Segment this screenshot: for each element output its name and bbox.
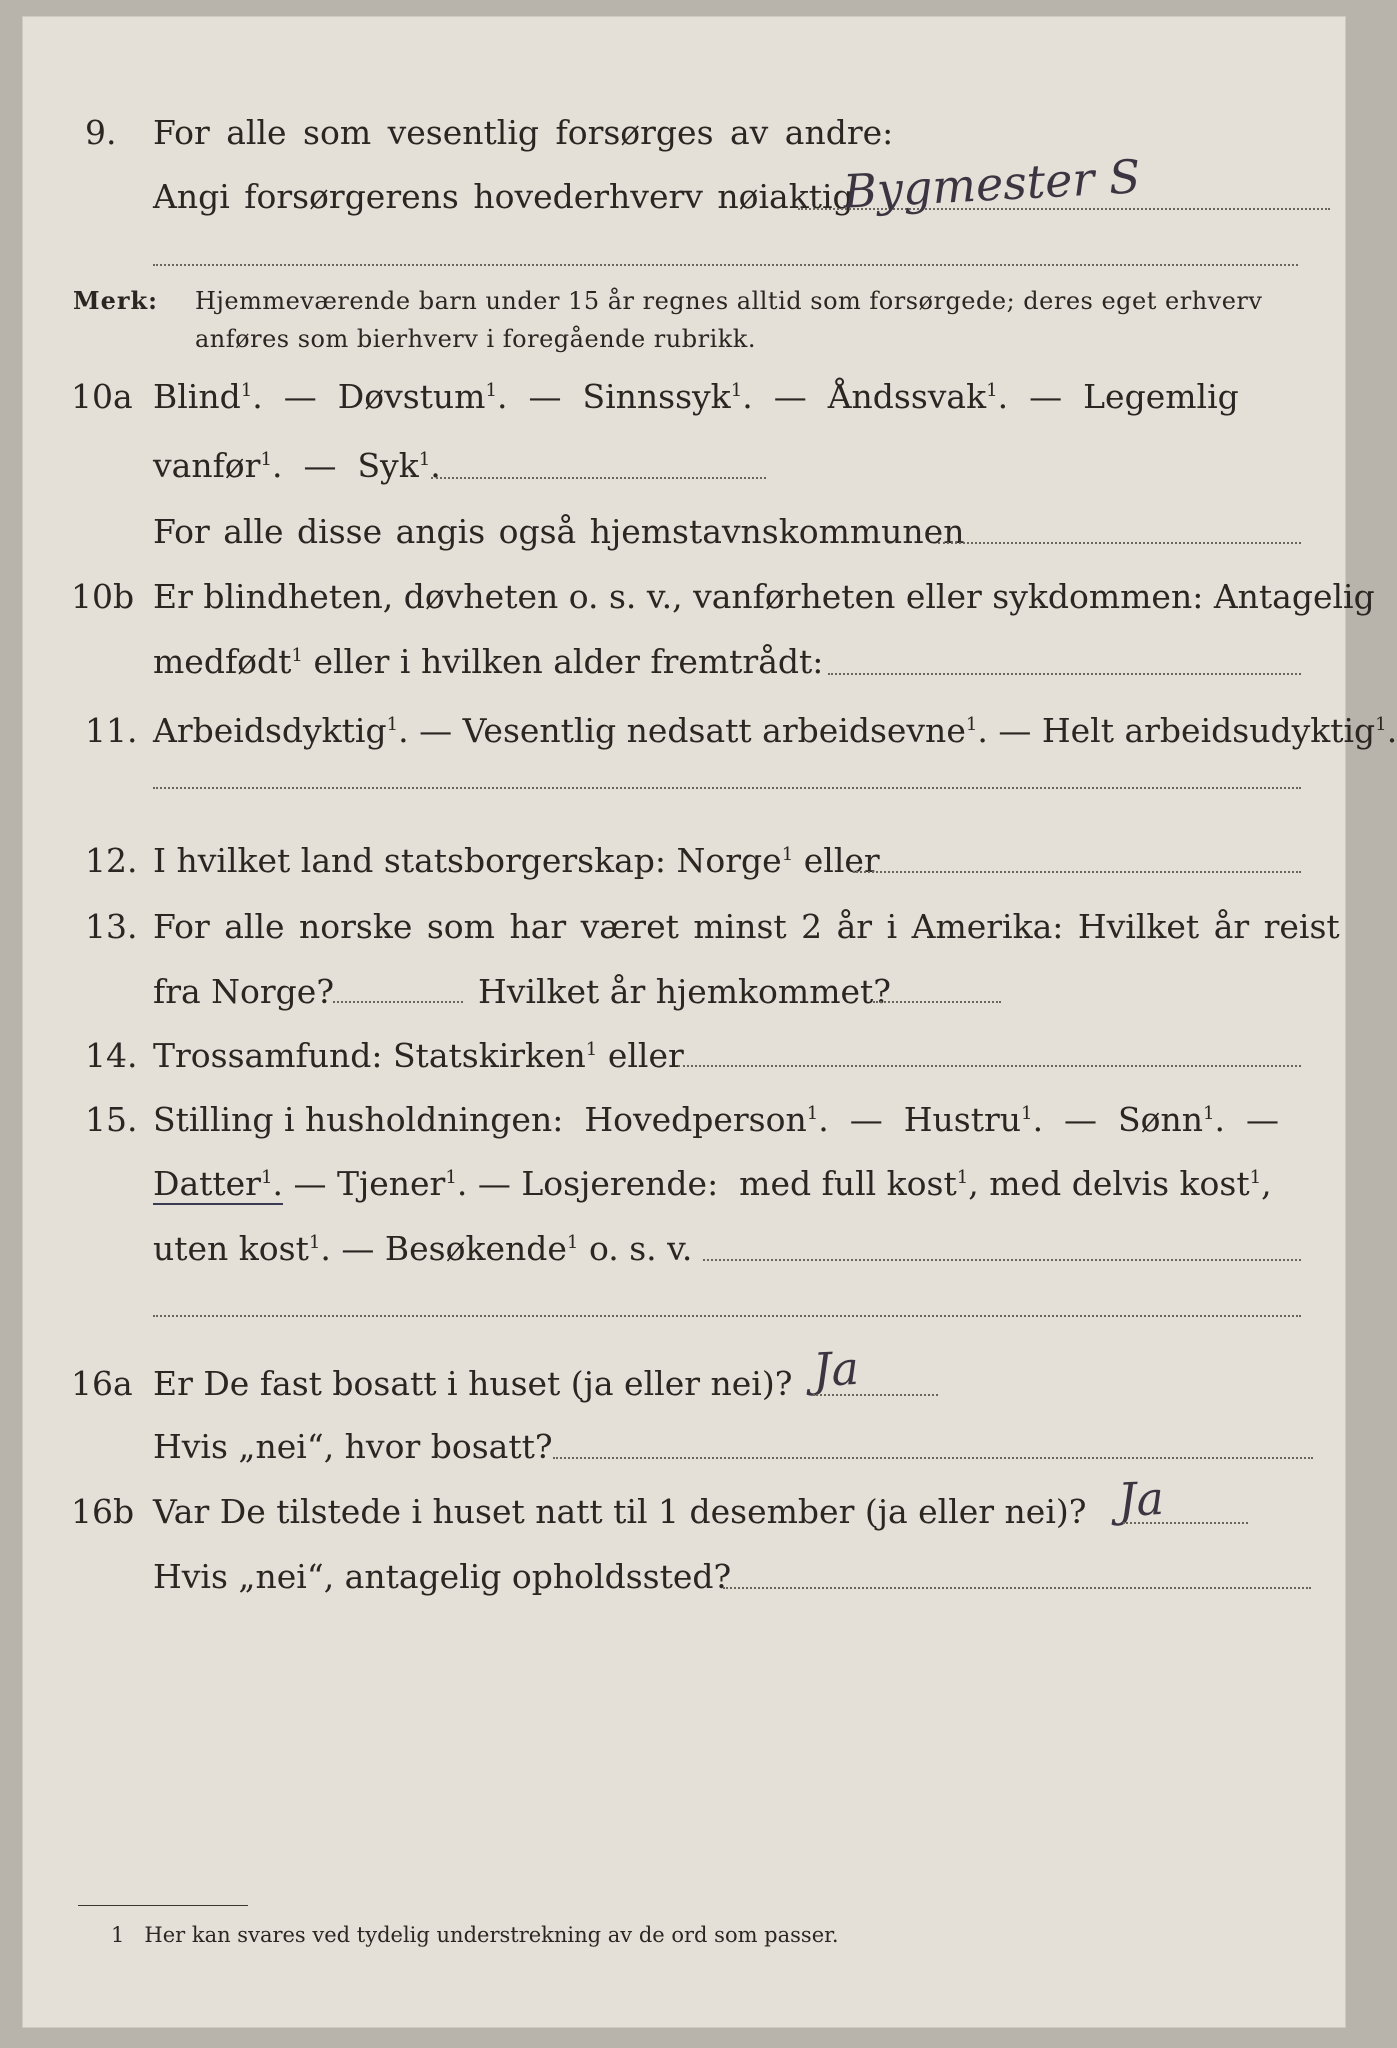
footnote-mark: 1 bbox=[111, 1923, 125, 1947]
option-vanfor: vanfør bbox=[153, 446, 261, 485]
q13-reist-label: fra Norge? bbox=[153, 972, 335, 1011]
q14-number: 14. bbox=[85, 1036, 138, 1075]
q14-trossamfund-line bbox=[678, 1065, 1301, 1067]
q9-line2: Angi forsørgerens hovederhverv nøiaktig bbox=[153, 177, 854, 216]
option-arbeidsdyktig: Arbeidsdyktig bbox=[153, 711, 387, 750]
option-legemlig: Legemlig bbox=[1083, 377, 1239, 416]
q10a-line1: Blind$^1$. — Døvstum$^1$. — Sinnssyk$^1$. — Åndssvak$^1$. — Legemlig bbox=[153, 377, 1239, 416]
q16b-line1: Var De tilstede i huset natt til 1 desember (ja eller nei)? bbox=[153, 1492, 1087, 1531]
option-norge: Norge$^1$ eller bbox=[676, 841, 880, 880]
q9-extra-line bbox=[153, 264, 1298, 266]
option-uten-kost: uten kost bbox=[153, 1229, 309, 1268]
q10b-number: 10b bbox=[71, 577, 135, 616]
option-statskirken: Statskirken bbox=[392, 1036, 586, 1075]
q15-line2: Datter$^1$. — Tjener$^1$. — Losjerende: med full kost$^1$, med delvis kost$^1$, bbox=[153, 1164, 1272, 1203]
option-tjener: Tjener bbox=[337, 1164, 446, 1203]
q16b-opholdssted-line bbox=[723, 1587, 1311, 1589]
q13-number: 13. bbox=[85, 907, 138, 946]
census-form-page bbox=[22, 16, 1397, 2028]
q16a-number: 16a bbox=[71, 1364, 133, 1403]
q16b-answer-line bbox=[1123, 1522, 1248, 1524]
q13-hjemkommet-line bbox=[873, 1001, 1001, 1003]
q13-hjemkommet-label: Hvilket år hjemkommet? bbox=[478, 972, 891, 1011]
q15-extra-line bbox=[153, 1315, 1301, 1317]
footnote bbox=[111, 1923, 839, 1947]
q10a-syk-line bbox=[431, 477, 766, 479]
option-syk: Syk bbox=[357, 446, 419, 485]
option-dovstum: Døvstum bbox=[337, 377, 486, 416]
q11-number: 11. bbox=[85, 711, 138, 750]
option-hovedperson: Hovedperson bbox=[584, 1100, 807, 1139]
option-datter-underlined: Datter$^1$. bbox=[153, 1164, 284, 1203]
q10a-line3: For alle disse angis også hjemstavnskommunen bbox=[153, 512, 965, 551]
merk-label: Merk: bbox=[73, 286, 158, 315]
q10a-line2: vanfør$^1$. — Syk$^1$. bbox=[153, 446, 441, 485]
option-andssvak: Åndssvak bbox=[827, 377, 987, 416]
q10a-hjemstavn-line bbox=[938, 542, 1301, 544]
option-hustru: Hustru bbox=[903, 1100, 1022, 1139]
q16b-line2: Hvis „nei“, antagelig opholdssted? bbox=[153, 1557, 732, 1596]
q16a-line2: Hvis „nei“, hvor bosatt? bbox=[153, 1427, 553, 1466]
q12-line: I hvilket land statsborgerskap: Norge$^1$ eller bbox=[153, 841, 880, 880]
q15-line1: Stilling i husholdningen: Hovedperson$^1$. — Hustru$^1$. — Sønn$^1$. — bbox=[153, 1100, 1280, 1139]
q16a-line1: Er De fast bosatt i huset (ja eller nei)? bbox=[153, 1364, 793, 1403]
q10a-number: 10a bbox=[71, 377, 133, 416]
footnote-rule bbox=[78, 1905, 248, 1906]
option-blind: Blind bbox=[153, 377, 241, 416]
option-nedsatt: Vesentlig nedsatt arbeidsevne bbox=[462, 711, 966, 750]
q13-reist-line bbox=[333, 1001, 463, 1003]
q10b-alder-line bbox=[828, 673, 1301, 675]
q15-osv-line bbox=[703, 1259, 1301, 1261]
merk-line2: anføres som bierhverv i foregående rubrikk. bbox=[195, 325, 756, 353]
q9-handwritten-answer: Bygmester S bbox=[841, 149, 1142, 219]
option-sinnssyk: Sinnssyk bbox=[582, 377, 731, 416]
q16a-answer-line bbox=[813, 1394, 938, 1396]
q12-number: 12. bbox=[85, 841, 138, 880]
q11-extra-line bbox=[153, 787, 1301, 789]
q9-line1: For alle som vesentlig forsørges av andre: bbox=[153, 113, 894, 152]
option-full-kost: med full kost bbox=[739, 1164, 957, 1203]
option-delvis-kost: med delvis kost bbox=[989, 1164, 1250, 1203]
q16a-handwritten-answer: Ja bbox=[811, 1340, 861, 1398]
option-besokende: Besøkende bbox=[384, 1229, 567, 1268]
q13-line1: For alle norske som har været minst 2 år i Amerika: Hvilket år reist bbox=[153, 907, 1340, 946]
q15-line3: uten kost$^1$. — Besøkende$^1$ o. s. v. bbox=[153, 1229, 693, 1268]
q12-land-line bbox=[853, 871, 1301, 873]
q10b-line2: medfødt$^1$ eller i hvilken alder fremtrådt: bbox=[153, 642, 824, 681]
q16b-number: 16b bbox=[71, 1492, 135, 1531]
q16a-bosatt-line bbox=[553, 1457, 1313, 1459]
q11-line1: Arbeidsdyktig$^1$. — Vesentlig nedsatt arbeidsevne$^1$. — Helt arbeidsudyktig$^1$. bbox=[153, 711, 1397, 750]
q15-number: 15. bbox=[85, 1100, 138, 1139]
footnote-text: Her kan svares ved tydelig understrekning av de ord som passer. bbox=[144, 1923, 839, 1947]
option-udyktig: Helt arbeidsudyktig bbox=[1041, 711, 1376, 750]
option-sonn: Sønn bbox=[1118, 1100, 1203, 1139]
q9-number: 9. bbox=[85, 113, 117, 152]
q16b-handwritten-answer: Ja bbox=[1116, 1470, 1166, 1528]
q10b-line1: Er blindheten, døvheten o. s. v., vanførheten eller sykdommen: Antagelig bbox=[153, 577, 1375, 616]
q14-line: Trossamfund: Statskirken$^1$ eller bbox=[153, 1036, 684, 1075]
option-medfodt: medfødt bbox=[153, 642, 292, 681]
merk-line1: Hjemmeværende barn under 15 år regnes alltid som forsørgede; deres eget erhverv bbox=[195, 287, 1263, 315]
